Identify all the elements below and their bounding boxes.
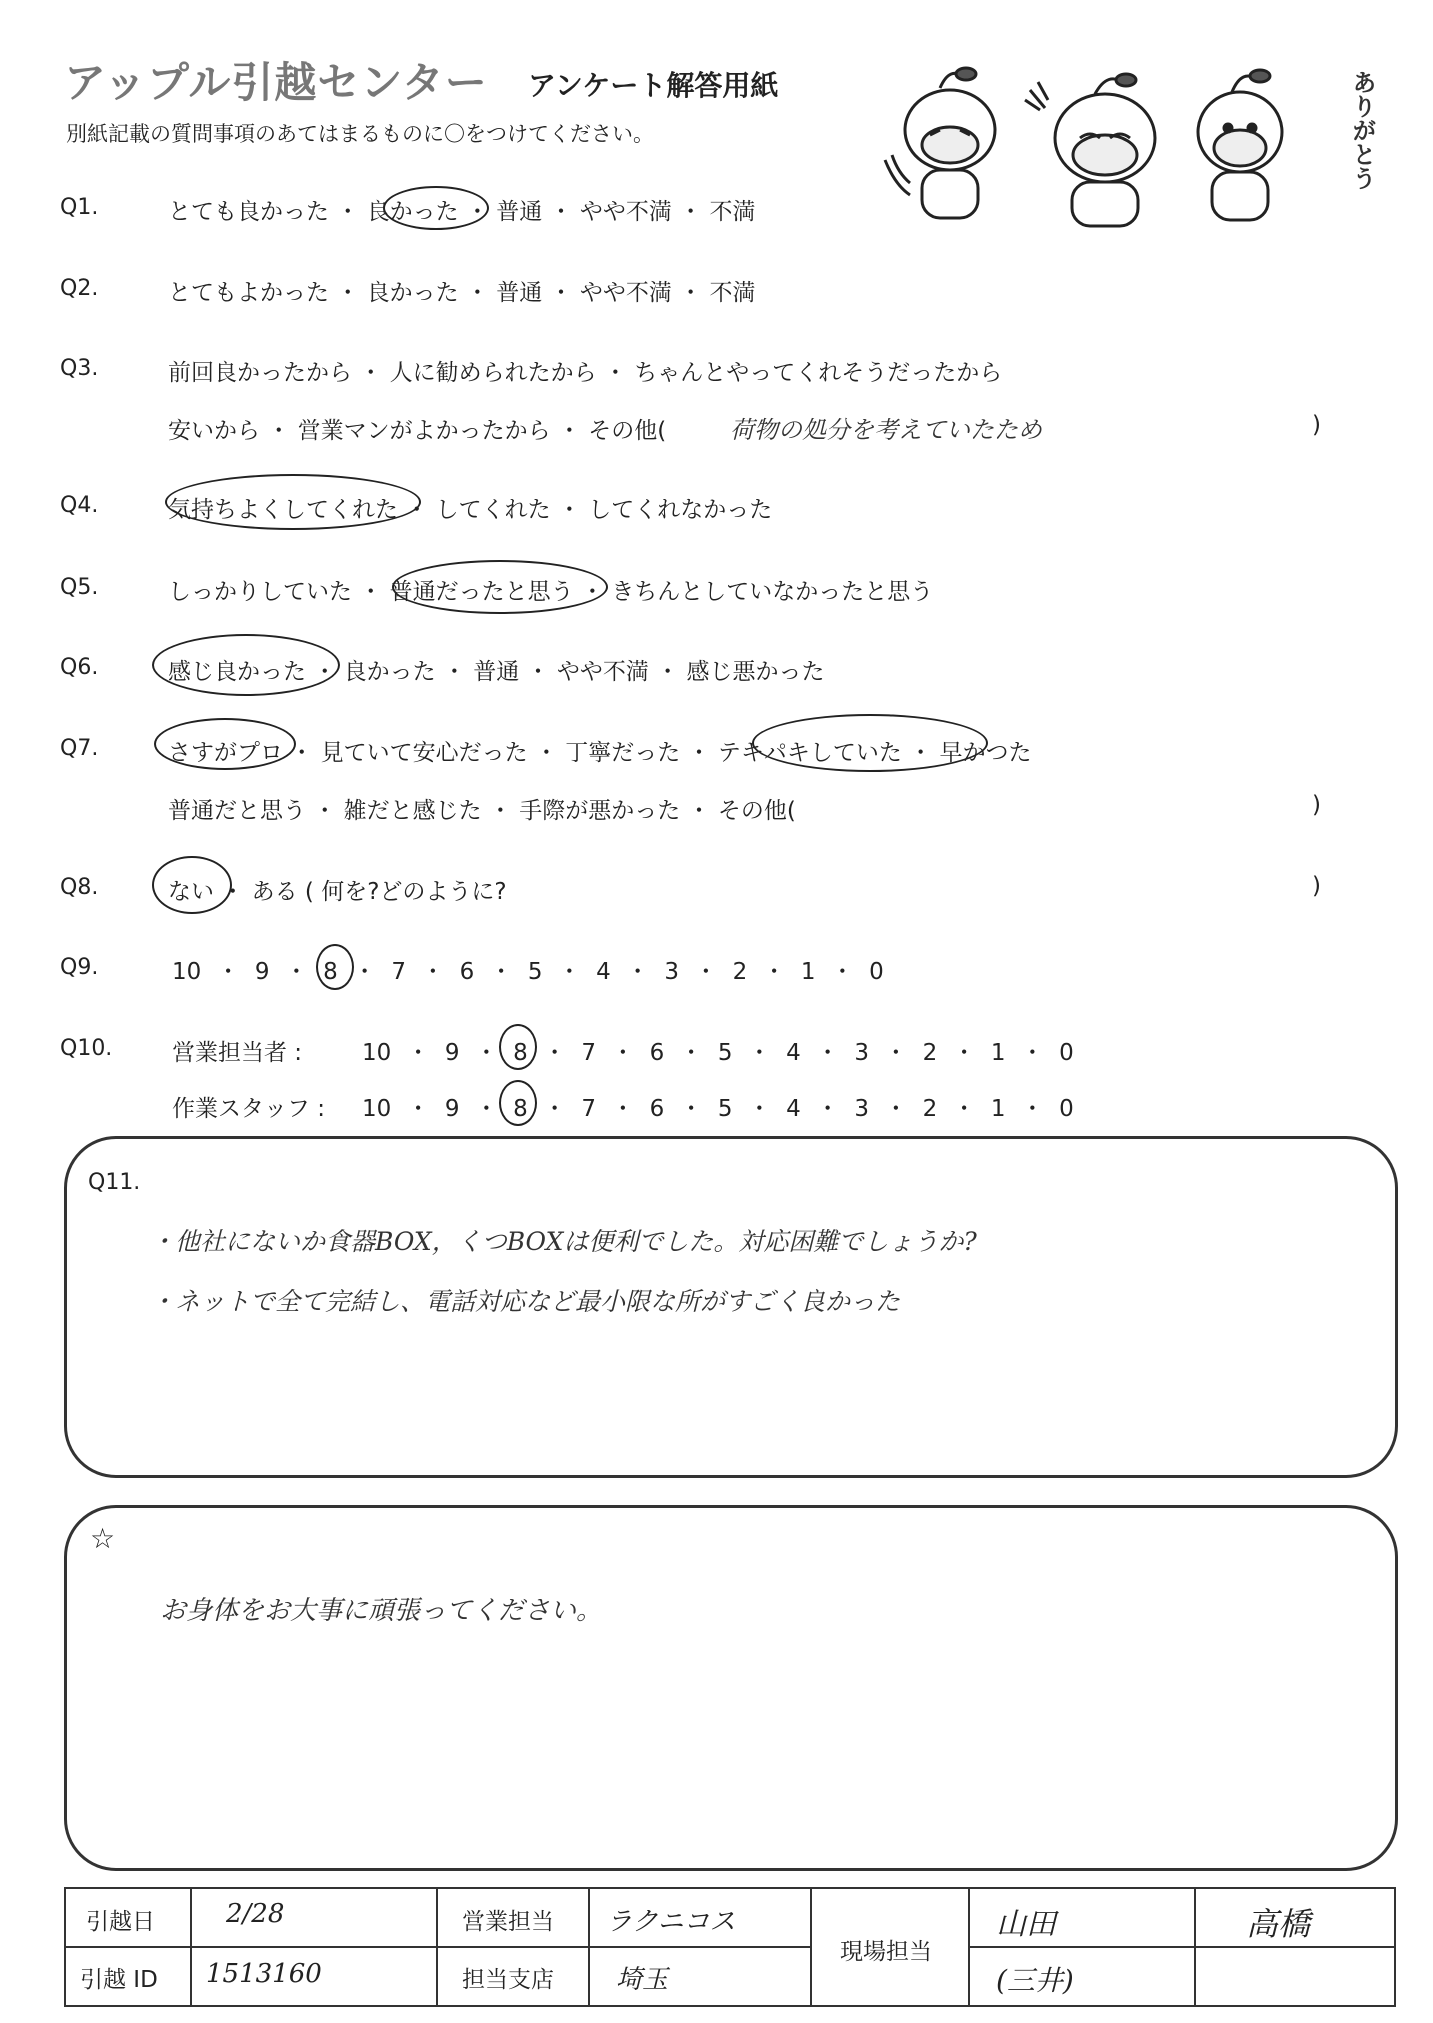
q2-options: とてもよかった ・ 良かった ・ 普通 ・ やや不満 ・ 不満 — [168, 280, 756, 306]
q6-options: 感じ良かった ・ 良かった ・ 普通 ・ やや不満 ・ 感じ悪かった — [168, 659, 825, 685]
q9-scale: 10 ・ 9 ・ 8 ・ 7 ・ 6 ・ 5 ・ 4 ・ 3 ・ 2 ・ 1 ・ 0 — [172, 959, 884, 985]
branch-label: 担当支店 — [462, 1967, 554, 1993]
q7-options-line2: 普通だと思う ・ 雑だと感じた ・ 手際が悪かった ・ その他( — [168, 798, 796, 824]
q4-selection-circle — [165, 474, 421, 530]
q6-selection-circle — [152, 634, 340, 696]
q7-other-close: ) — [1312, 792, 1321, 818]
brand-title: アップル引越センター — [64, 58, 488, 107]
mascot-right — [1198, 70, 1282, 220]
q10-staff-label: 作業スタッフ : — [172, 1096, 326, 1122]
q2-label: Q2. — [60, 276, 99, 301]
thanks-text: ありがとう — [1348, 70, 1376, 190]
q10-sales-scale: 10 ・ 9 ・ 8 ・ 7 ・ 6 ・ 5 ・ 4 ・ 3 ・ 2 ・ 1 ・ 0 — [362, 1040, 1074, 1066]
q4-label: Q4. — [60, 493, 99, 518]
instruction-text: 別紙記載の質問事項のあてはまるものに〇をつけてください。 — [66, 122, 654, 146]
field-staff-1: 山田 — [996, 1907, 1056, 1942]
field-staff-3: 高橋 — [1246, 1905, 1311, 1943]
q11-comment-line-1: ・他社にないか食器BOX，くつBOXは便利でした。対応困難でしょうか? — [150, 1227, 977, 1256]
footer-table — [64, 1887, 1396, 2007]
field-staff-label: 現場担当 — [840, 1939, 932, 1965]
q5-selection-circle — [392, 560, 608, 614]
q4-options: 気持ちよくしてくれた ・ してくれた ・ してくれなかった — [168, 497, 773, 523]
q6-label: Q6. — [60, 655, 99, 680]
q10-label: Q10. — [60, 1036, 113, 1061]
q7-label: Q7. — [60, 736, 99, 761]
field-staff-2: (三井) — [996, 1964, 1074, 1997]
q11-label: Q11. — [88, 1170, 141, 1195]
q10-sales-label: 営業担当者 : — [172, 1040, 303, 1066]
q1-label: Q1. — [60, 195, 99, 220]
move-id-value: 1513160 — [206, 1959, 322, 1989]
q1-selection-circle — [383, 186, 489, 230]
star-icon: ☆ — [90, 1522, 116, 1555]
q3-other-handwritten: 荷物の処分を考えていたため — [730, 416, 1042, 444]
q7-options-line1: さすがプロ ・ 見ていて安心だった ・ 丁寧だった ・ テキパキしていた ・ 早かつた — [168, 740, 1032, 766]
q1-options: とても良かった ・ 良かった ・ 普通 ・ やや不満 ・ 不満 — [168, 199, 756, 225]
move-date-value: 2/28 — [226, 1899, 285, 1929]
star-comment-text: お身体をお大事に頑張ってください。 — [160, 1596, 603, 1626]
q8-close: ) — [1312, 873, 1321, 899]
q10-sales-selection-circle — [499, 1024, 537, 1070]
q10-staff-scale: 10 ・ 9 ・ 8 ・ 7 ・ 6 ・ 5 ・ 4 ・ 3 ・ 2 ・ 1 ・ 0 — [362, 1096, 1074, 1122]
q9-label: Q9. — [60, 955, 99, 980]
mascot-illustration — [880, 60, 1360, 230]
mascot-center — [1025, 74, 1155, 226]
q3-options-line1: 前回良かったから ・ 人に勧められたから ・ ちゃんとやってくれそうだったから — [168, 360, 1003, 386]
q3-other-close: ) — [1312, 412, 1321, 438]
q8-label: Q8. — [60, 875, 99, 900]
move-date-label: 引越日 — [86, 1909, 155, 1935]
q8-selection-circle — [152, 856, 232, 914]
move-id-label: 引越 ID — [80, 1967, 158, 1993]
q7-selection-circle-1 — [154, 718, 296, 770]
form-subtitle: アンケート解答用紙 — [528, 69, 779, 102]
q9-selection-circle — [316, 944, 354, 990]
q5-label: Q5. — [60, 575, 99, 600]
q7-selection-circle-2 — [752, 714, 988, 772]
sales-value: ラクニコス — [606, 1907, 736, 1937]
q10-staff-selection-circle — [499, 1080, 537, 1126]
q8-options: ない ・ ある ( 何を?どのように? — [168, 879, 507, 905]
q11-comment-line-2: ・ネットで全て完結し、電話対応など最小限な所がすごく良かった — [150, 1287, 901, 1316]
mascot-left — [885, 68, 995, 218]
star-comment-box — [64, 1505, 1398, 1871]
q3-options-line2: 安いから ・ 営業マンがよかったから ・ その他( — [168, 418, 667, 444]
q3-label: Q3. — [60, 356, 99, 381]
branch-value: 埼玉 — [616, 1965, 669, 1995]
sales-label: 営業担当 — [462, 1909, 554, 1935]
q5-options: しっかりしていた ・ 普通だったと思う ・ きちんとしていなかったと思う — [168, 579, 934, 605]
